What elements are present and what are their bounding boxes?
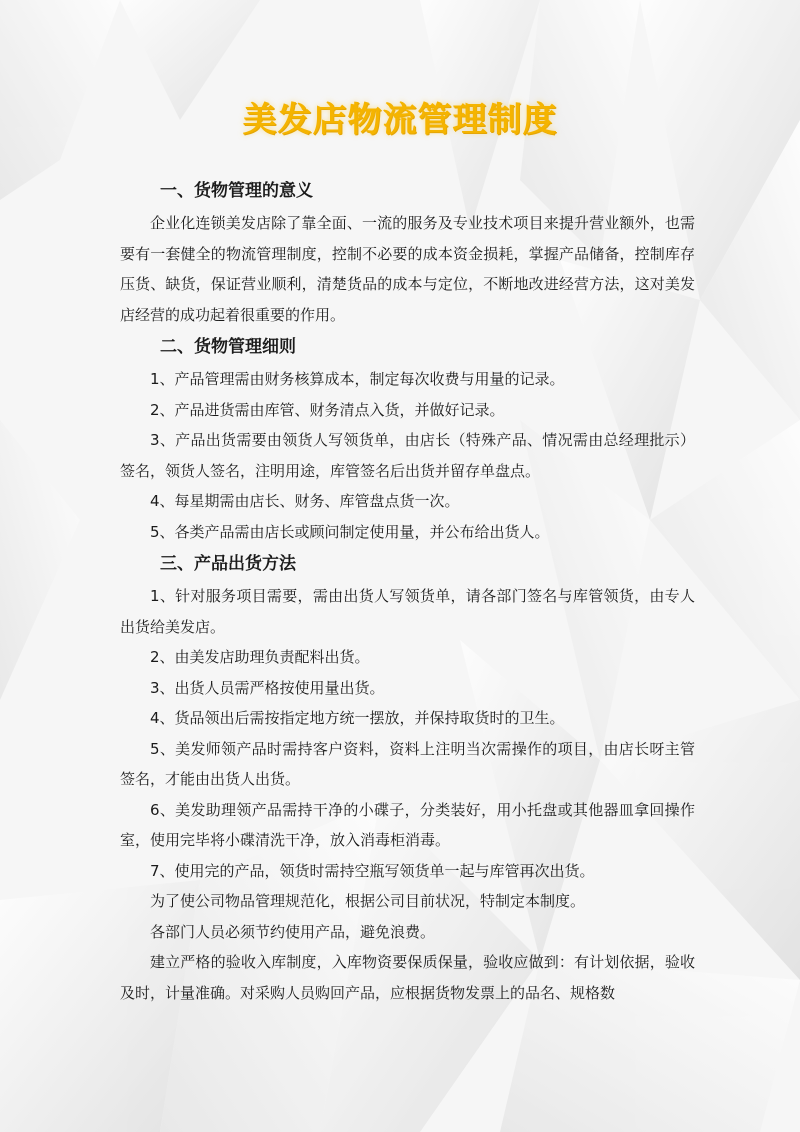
list-item: 1、针对服务项目需要，需由出货人写领货单，请各部门签名与库管领货，由专人出货给美发店。 <box>120 587 695 636</box>
section-1-paragraph: 企业化连锁美发店除了靠全面、一流的服务及专业技术项目来提升营业额外，也需要有一套健全的物流管理制度，控制不必要的成本资金损耗，掌握产品储备，控制库存压货、缺货，保证营业顺利，清楚货品的成本与定位，不断地改进经营方法，这对美发店经营的成功起着很重要的作用。 <box>120 214 695 324</box>
section-heading-2: 二、货物管理细则 <box>160 337 296 357</box>
list-item: 4、货品领出后需按指定地方统一摆放，并保持取货时的卫生。 <box>150 709 565 727</box>
list-item: 6、美发助理领产品需持干净的小碟子，分类装好，用小托盘或其他器皿拿回操作室，使用完毕将小碟清洗干净，放入消毒柜消毒。 <box>120 800 695 849</box>
list-item: 5、美发师领产品时需持客户资料，资料上注明当次需操作的项目，由店长呀主管签名，才能由出货人出货。 <box>120 739 695 788</box>
list-item: 5、各类产品需由店长或顾问制定使用量，并公布给出货人。 <box>150 522 550 541</box>
list-item: 7、使用完的产品，领货时需持空瓶写领货单一起与库管再次出货。 <box>150 861 595 880</box>
list-item: 2、产品进货需由库管、财务清点入货，并做好记录。 <box>150 400 505 419</box>
list-item: 3、出货人员需严格按使用量出货。 <box>150 678 385 697</box>
section-heading-3: 三、产品出货方法 <box>160 554 296 574</box>
list-item: 1、产品管理需由财务核算成本，制定每次收费与用量的记录。 <box>150 370 565 388</box>
list-item: 3、产品出货需要由领货人写领货单，由店长（特殊产品、情况需由总经理批示）签名，领货人签名，注明用途，库管签名后出货并留存单盘点。 <box>120 431 695 480</box>
document-title: 美发店物流管理制度 <box>242 100 558 140</box>
closing-paragraph: 为了使公司物品管理规范化，根据公司目前状况，特制定本制度。 <box>150 892 586 910</box>
list-item: 2、由美发店助理负责配料出货。 <box>150 648 370 666</box>
closing-paragraph: 各部门人员必须节约使用产品，避免浪费。 <box>150 922 436 941</box>
closing-paragraph: 建立严格的验收入库制度，入库物资要保质保量，验收应做到：有计划依据，验收及时，计量准确。对采购人员购回产品，应根据货物发票上的品名、规格数 <box>120 953 695 1002</box>
list-item: 4、每星期需由店长、财务、库管盘点货一次。 <box>150 492 460 510</box>
document-body <box>120 174 695 1008</box>
section-heading-1: 一、货物管理的意义 <box>160 181 313 201</box>
